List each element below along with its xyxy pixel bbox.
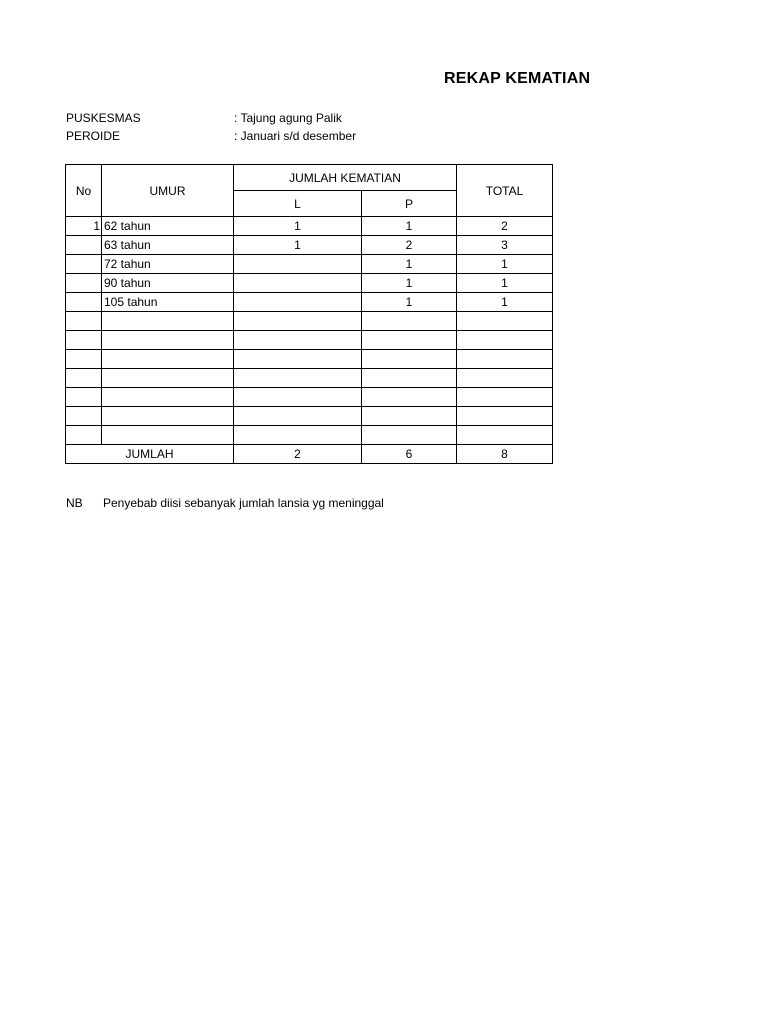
periode-label: PEROIDE xyxy=(66,129,121,143)
table-row xyxy=(66,274,553,293)
table-row xyxy=(66,407,553,426)
cell-p xyxy=(362,426,457,445)
cell-total xyxy=(457,369,553,388)
cell-total: 1 xyxy=(457,255,553,274)
table-row xyxy=(66,388,553,407)
cell-l xyxy=(234,350,362,369)
note-label: NB xyxy=(66,496,83,510)
header-total: TOTAL xyxy=(457,165,553,217)
cell-no xyxy=(66,350,102,369)
cell-total: 1 xyxy=(457,274,553,293)
cell-no xyxy=(66,255,102,274)
cell-total: 3 xyxy=(457,236,553,255)
cell-p: 1 xyxy=(362,217,457,236)
header-p: P xyxy=(362,191,457,217)
cell-no xyxy=(66,274,102,293)
cell-l xyxy=(234,293,362,312)
cell-p xyxy=(362,407,457,426)
cell-total xyxy=(457,350,553,369)
cell-no xyxy=(66,312,102,331)
cell-total xyxy=(457,312,553,331)
header-no: No xyxy=(66,165,102,217)
cell-l xyxy=(234,255,362,274)
note-text: Penyebab diisi sebanyak jumlah lansia yg meninggal xyxy=(103,496,384,510)
periode-value: : Januari s/d desember xyxy=(234,129,357,143)
cell-umur: 62 tahun xyxy=(102,217,234,236)
cell-l xyxy=(234,312,362,331)
cell-umur: 63 tahun xyxy=(102,236,234,255)
cell-no xyxy=(66,331,102,350)
cell-p xyxy=(362,369,457,388)
header-jumlah-kematian: JUMLAH KEMATIAN xyxy=(234,165,457,191)
header-l: L xyxy=(234,191,362,217)
cell-p: 2 xyxy=(362,236,457,255)
cell-p xyxy=(362,331,457,350)
cell-no xyxy=(66,369,102,388)
cell-l xyxy=(234,369,362,388)
cell-p: 1 xyxy=(362,274,457,293)
cell-umur xyxy=(102,331,234,350)
cell-umur xyxy=(102,312,234,331)
cell-no xyxy=(66,388,102,407)
cell-no xyxy=(66,236,102,255)
table-row xyxy=(66,236,553,255)
table-row xyxy=(66,350,553,369)
cell-umur xyxy=(102,426,234,445)
cell-total xyxy=(457,407,553,426)
table-body xyxy=(66,217,553,445)
cell-umur xyxy=(102,350,234,369)
cell-umur xyxy=(102,388,234,407)
cell-l xyxy=(234,274,362,293)
cell-p: 1 xyxy=(362,293,457,312)
cell-l: 1 xyxy=(234,236,362,255)
cell-no xyxy=(66,407,102,426)
cell-total xyxy=(457,426,553,445)
cell-total: 2 xyxy=(457,217,553,236)
cell-p xyxy=(362,388,457,407)
cell-umur: 105 tahun xyxy=(102,293,234,312)
title-clip xyxy=(444,69,591,93)
cell-umur: 90 tahun xyxy=(102,274,234,293)
cell-total xyxy=(457,331,553,350)
total-l: 2 xyxy=(234,445,362,464)
cell-total: 1 xyxy=(457,293,553,312)
table-row xyxy=(66,369,553,388)
cell-umur: 72 tahun xyxy=(102,255,234,274)
total-label: JUMLAH xyxy=(66,445,234,464)
cell-l: 1 xyxy=(234,217,362,236)
total-total: 8 xyxy=(457,445,553,464)
total-row xyxy=(66,445,553,464)
rekap-table xyxy=(65,164,553,464)
cell-no xyxy=(66,293,102,312)
cell-umur xyxy=(102,369,234,388)
table-row xyxy=(66,255,553,274)
puskesmas-value: : Tajung agung Palik xyxy=(234,111,342,125)
cell-p xyxy=(362,312,457,331)
table-row xyxy=(66,426,553,445)
header-umur: UMUR xyxy=(102,165,234,217)
cell-umur xyxy=(102,407,234,426)
total-p: 6 xyxy=(362,445,457,464)
cell-l xyxy=(234,331,362,350)
cell-l xyxy=(234,388,362,407)
cell-l xyxy=(234,426,362,445)
cell-l xyxy=(234,407,362,426)
cell-no xyxy=(66,426,102,445)
table-row xyxy=(66,293,553,312)
cell-no: 1 xyxy=(66,217,102,236)
page-title: REKAP KEMATIAN xyxy=(444,70,591,87)
puskesmas-label: PUSKESMAS xyxy=(66,111,141,125)
cell-total xyxy=(457,388,553,407)
table-row xyxy=(66,331,553,350)
table-row xyxy=(66,217,553,236)
cell-p xyxy=(362,350,457,369)
table-row xyxy=(66,312,553,331)
cell-p: 1 xyxy=(362,255,457,274)
